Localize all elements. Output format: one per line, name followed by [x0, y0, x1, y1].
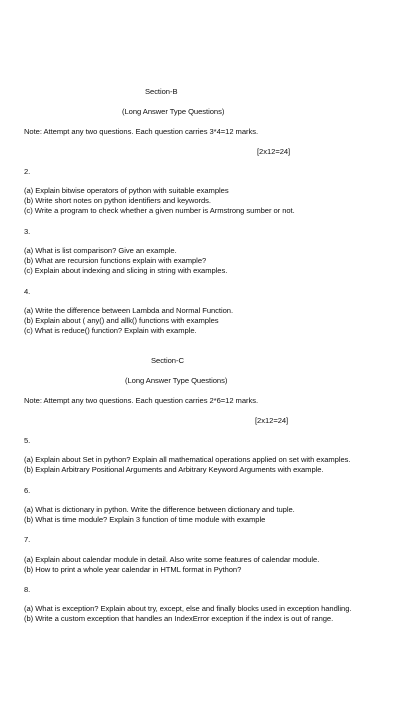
question-part: (a) Explain about calendar module in detail. Also write some features of calendar module.: [24, 555, 320, 564]
question-number: 5.: [24, 436, 31, 445]
question-number: 3.: [24, 227, 31, 236]
question-part: (b) How to print a whole year calendar in HTML format in Python?: [24, 565, 242, 574]
question-part: (a) Explain about Set in python? Explain all mathematical operations applied on set with examples.: [24, 455, 351, 464]
section-c-note: Note: Attempt any two questions. Each question carries 2*6=12 marks.: [24, 396, 259, 405]
question-part: (b) Write short notes on python identifiers and keywords.: [24, 196, 211, 205]
section-c-subtitle: (Long Answer Type Questions): [125, 376, 228, 385]
section-b-note: Note: Attempt any two questions. Each question carries 3*4=12 marks.: [24, 127, 259, 136]
question-number: 4.: [24, 287, 31, 296]
section-b-marks: [2x12=24]: [257, 147, 291, 156]
question-part: (a) What is list comparison? Give an example.: [24, 246, 177, 255]
question-part: (b) What is time module? Explain 3 function of time module with example: [24, 515, 266, 524]
question-number: 6.: [24, 486, 31, 495]
question-part: (a) Write the difference between Lambda and Normal Function.: [24, 306, 234, 315]
section-b-subtitle: (Long Answer Type Questions): [122, 107, 225, 116]
section-c-title: Section-C: [151, 356, 184, 365]
question-number: 2.: [24, 167, 31, 176]
question-part: (a) Explain bitwise operators of python with suitable examples: [24, 186, 229, 195]
question-part: (b) What are recursion functions explain with example?: [24, 256, 207, 265]
question-number: 8.: [24, 585, 31, 594]
question-number: 7.: [24, 535, 31, 544]
question-part: (b) Explain Arbitrary Positional Arguments and Arbitrary Keyword Arguments with example.: [24, 465, 324, 474]
question-part: (c) What is reduce() function? Explain with example.: [24, 326, 197, 335]
question-part: (c) Explain about indexing and slicing in string with examples.: [24, 266, 228, 275]
question-part: (b) Write a custom exception that handles an IndexError exception if the index is out of range.: [24, 614, 334, 623]
question-part: (b) Explain about ( any() and allk() functions with examples: [24, 316, 219, 325]
section-c-marks: [2x12=24]: [255, 416, 289, 425]
question-part: (a) What is exception? Explain about try, except, else and finally blocks used in exception handling.: [24, 604, 352, 613]
question-part: (c) Write a program to check whether a given number is Armstrong sumber or not.: [24, 206, 295, 215]
question-part: (a) What is dictionary in python. Write the difference between dictionary and tuple.: [24, 505, 295, 514]
section-b-title: Section-B: [145, 87, 178, 96]
